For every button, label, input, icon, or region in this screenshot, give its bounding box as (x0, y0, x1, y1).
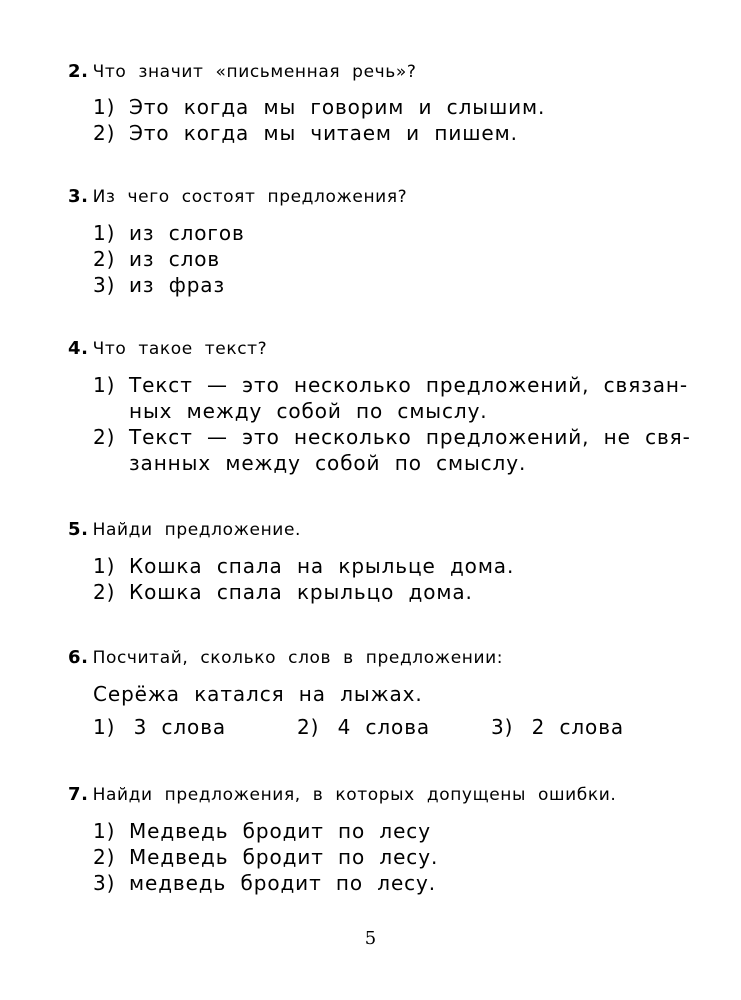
answer-text: из слогов (129, 221, 245, 245)
answer-number: 1) (93, 715, 116, 739)
question-title (68, 785, 616, 805)
question-number: 5. (68, 519, 89, 540)
answer-number: 3) (93, 871, 116, 895)
page-number: 5 (364, 928, 377, 949)
answer-number: 1) (93, 95, 116, 119)
example-sentence: Серёжа катался на лыжах. (93, 682, 423, 706)
answer-number: 2) (297, 715, 320, 739)
answer-number: 3) (491, 715, 514, 739)
question-title (68, 62, 417, 82)
answer-option[interactable] (0, 424, 741, 476)
answer-number: 1) (93, 373, 116, 397)
question-text: Что такое текст? (92, 339, 268, 359)
answer-number: 3) (93, 273, 116, 297)
answer-text: 2 слова (531, 715, 625, 739)
answer-number: 1) (93, 554, 116, 578)
question-text: Из чего состоят предложения? (92, 187, 408, 207)
answer-text-line-2: ных между собой по смыслу. (129, 399, 488, 423)
answer-text: Это когда мы читаем и пишем. (129, 121, 518, 145)
question-text: Что значит «письменная речь»? (92, 62, 417, 82)
answer-text: Медведь бродит по лесу. (129, 845, 439, 869)
answer-number: 2) (93, 580, 116, 604)
question-title (68, 339, 267, 359)
question-text: Найди предложение. (92, 520, 302, 540)
answer-number: 2) (93, 425, 116, 449)
answer-option[interactable] (491, 714, 624, 740)
answer-text: 4 слова (337, 715, 431, 739)
question-title (68, 648, 503, 668)
question-number: 7. (68, 784, 89, 805)
answer-number: 2) (93, 845, 116, 869)
answer-number: 2) (93, 247, 116, 271)
question-text: Посчитай, сколько слов в предложении: (92, 648, 504, 668)
answer-text-line-1: Текст — это несколько предложений, не свя- (129, 425, 691, 449)
question-title (68, 520, 301, 540)
answer-text: из фраз (129, 273, 225, 297)
question-text: Найди предложения, в которых допущены ошибки. (92, 785, 617, 805)
question-number: 4. (68, 338, 89, 359)
answer-number: 1) (93, 221, 116, 245)
answer-number: 2) (93, 121, 116, 145)
answer-text: Кошка спала на крыльце дома. (129, 554, 515, 578)
question-number: 6. (68, 647, 89, 668)
answer-option[interactable] (93, 714, 226, 740)
answer-text: Кошка спала крыльцо дома. (129, 580, 473, 604)
answer-text: медведь бродит по лесу. (129, 871, 437, 895)
answer-text: из слов (129, 247, 221, 271)
question-title (68, 187, 407, 207)
answer-text: Медведь бродит по лесу (129, 819, 431, 843)
answer-text: 3 слова (133, 715, 227, 739)
answer-text-line-1: Текст — это несколько предложений, связан- (129, 373, 688, 397)
answer-text-line-2: занных между собой по смыслу. (129, 451, 527, 475)
question-number: 3. (68, 186, 89, 207)
answer-number: 1) (93, 819, 116, 843)
question-number: 2. (68, 61, 89, 82)
answer-option[interactable] (0, 372, 741, 424)
answer-text: Это когда мы говорим и слышим. (129, 95, 546, 119)
answer-option[interactable] (297, 714, 430, 740)
